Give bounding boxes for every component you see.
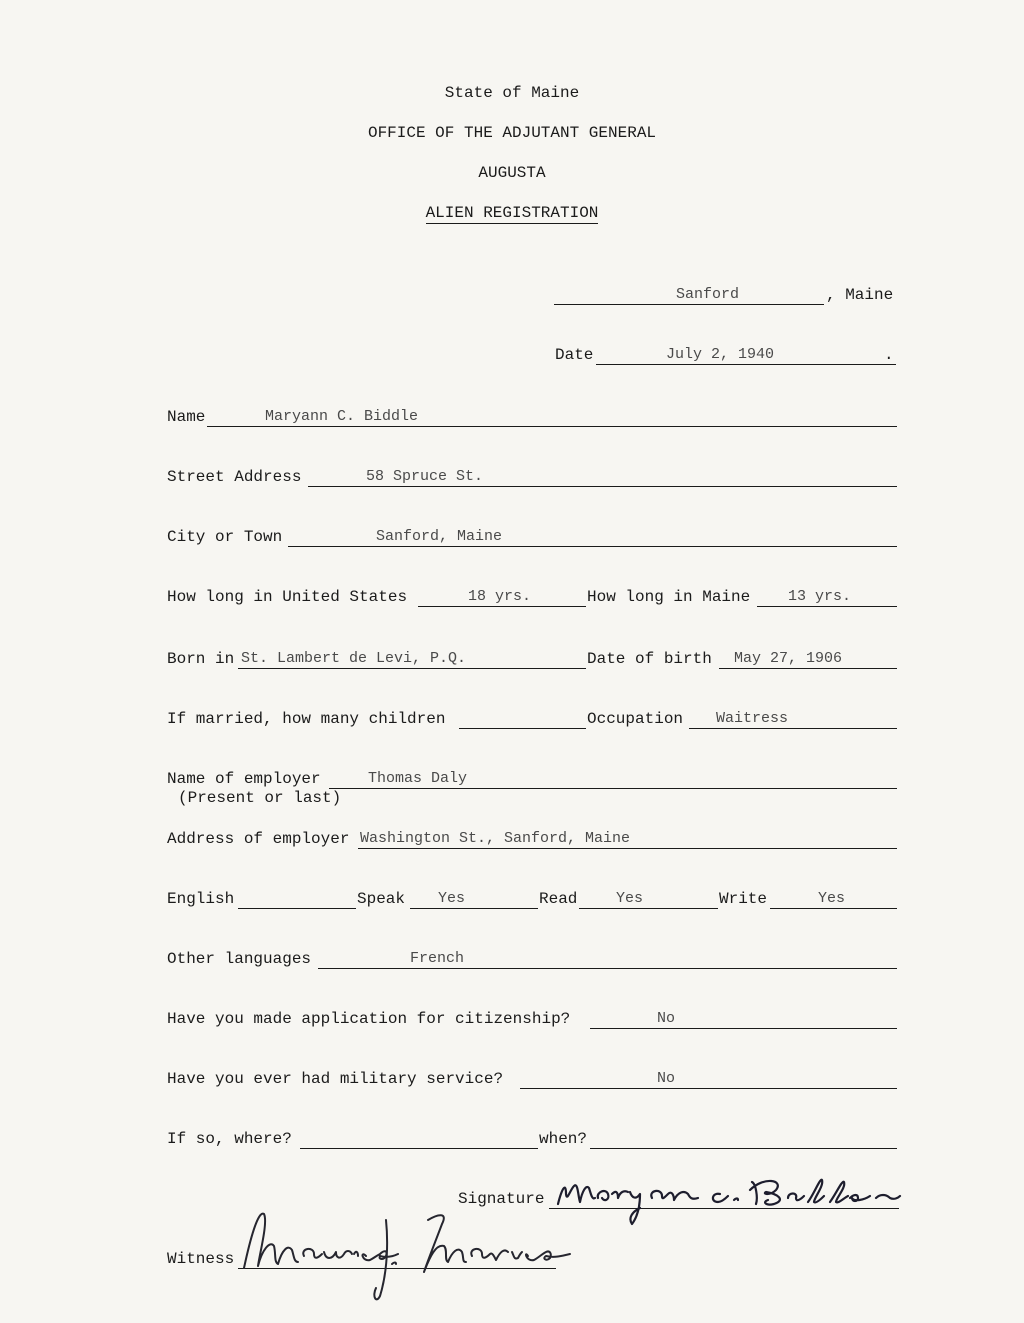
english-row [0,890,1024,912]
occupation-value: Waitress [716,710,789,727]
occupation-label: Occupation [587,710,684,728]
citizenship-row [0,1010,1024,1032]
residency-row [0,588,1024,610]
employer-sublabel: (Present or last) [178,789,342,807]
service-details-row [0,1130,1024,1152]
handwritten-witness-signature [238,1200,578,1310]
read-line [579,908,718,909]
other-languages-value: French [410,950,465,967]
other-languages-row [0,950,1024,972]
name-value: Maryann C. Biddle [265,408,419,425]
other-languages-label: Other languages [167,950,312,968]
city-heading: AUGUSTA [478,164,546,182]
dob-label: Date of birth [587,650,712,668]
employer-label: Name of employer [167,770,321,788]
name-line [207,426,897,427]
write-line [770,908,897,909]
military-row [0,1070,1024,1092]
street-line [308,486,897,487]
state-heading: State of Maine [444,84,580,102]
date-line [596,364,896,365]
when-label: when? [539,1130,588,1148]
born-value: St. Lambert de Levi, P.Q. [241,650,467,667]
signature-label: Signature [458,1190,545,1208]
dob-value: May 27, 1906 [734,650,843,667]
employer-address-line [358,848,897,849]
date-label: Date [555,346,594,364]
form-title: ALIEN REGISTRATION [425,204,599,222]
employer-address-label: Address of employer [167,830,350,848]
date-end: . [884,346,894,364]
read-value: Yes [616,890,644,907]
speak-value: Yes [438,890,466,907]
city-value: Sanford, Maine [376,528,503,545]
handwritten-signature [552,1168,902,1230]
employer-value: Thomas Daly [368,770,468,787]
citizenship-value: No [657,1010,676,1027]
town-line [554,304,824,305]
city-line [288,546,897,547]
when-line [590,1148,897,1149]
military-value: No [657,1070,676,1087]
maine-years-value: 13 yrs. [788,588,852,605]
english-line [238,908,356,909]
employer-line [329,788,897,789]
other-languages-line [318,968,897,969]
where-line [300,1148,538,1149]
street-label: Street Address [167,468,302,486]
citizenship-line [590,1028,897,1029]
citizenship-label: Have you made application for citizenship? [167,1010,571,1028]
born-label: Born in [167,650,235,668]
us-years-value: 18 yrs. [468,588,532,605]
born-line [238,668,586,669]
children-row [0,710,1024,732]
write-value: Yes [818,890,846,907]
children-label: If married, how many children [167,710,446,728]
dob-line [719,668,897,669]
military-line [520,1088,897,1089]
maine-years-label: How long in Maine [587,588,751,606]
street-row [0,468,1024,490]
date-value: July 2, 1940 [666,346,775,363]
birth-row [0,650,1024,672]
name-row [0,408,1024,430]
street-value: 58 Spruce St. [366,468,484,485]
city-row [0,528,1024,550]
town-suffix: , Maine [826,286,894,304]
city-label: City or Town [167,528,283,546]
us-years-line [418,606,586,607]
office-heading: OFFICE OF THE ADJUTANT GENERAL [367,124,657,142]
english-label: English [167,890,235,908]
maine-years-line [757,606,897,607]
witness-label: Witness [167,1250,235,1268]
write-label: Write [719,890,768,908]
date-row [0,346,1024,368]
read-label: Read [539,890,578,908]
town-value: Sanford [676,286,740,303]
military-label: Have you ever had military service? [167,1070,504,1088]
speak-line [410,908,538,909]
employer-row [0,770,1024,792]
name-label: Name [167,408,206,426]
location-row [0,286,1024,308]
children-line [459,728,586,729]
us-years-label: How long in United States [167,588,408,606]
speak-label: Speak [357,890,406,908]
occupation-line [689,728,897,729]
employer-address-row [0,830,1024,852]
employer-address-value: Washington St., Sanford, Maine [360,830,631,847]
where-label: If so, where? [167,1130,292,1148]
